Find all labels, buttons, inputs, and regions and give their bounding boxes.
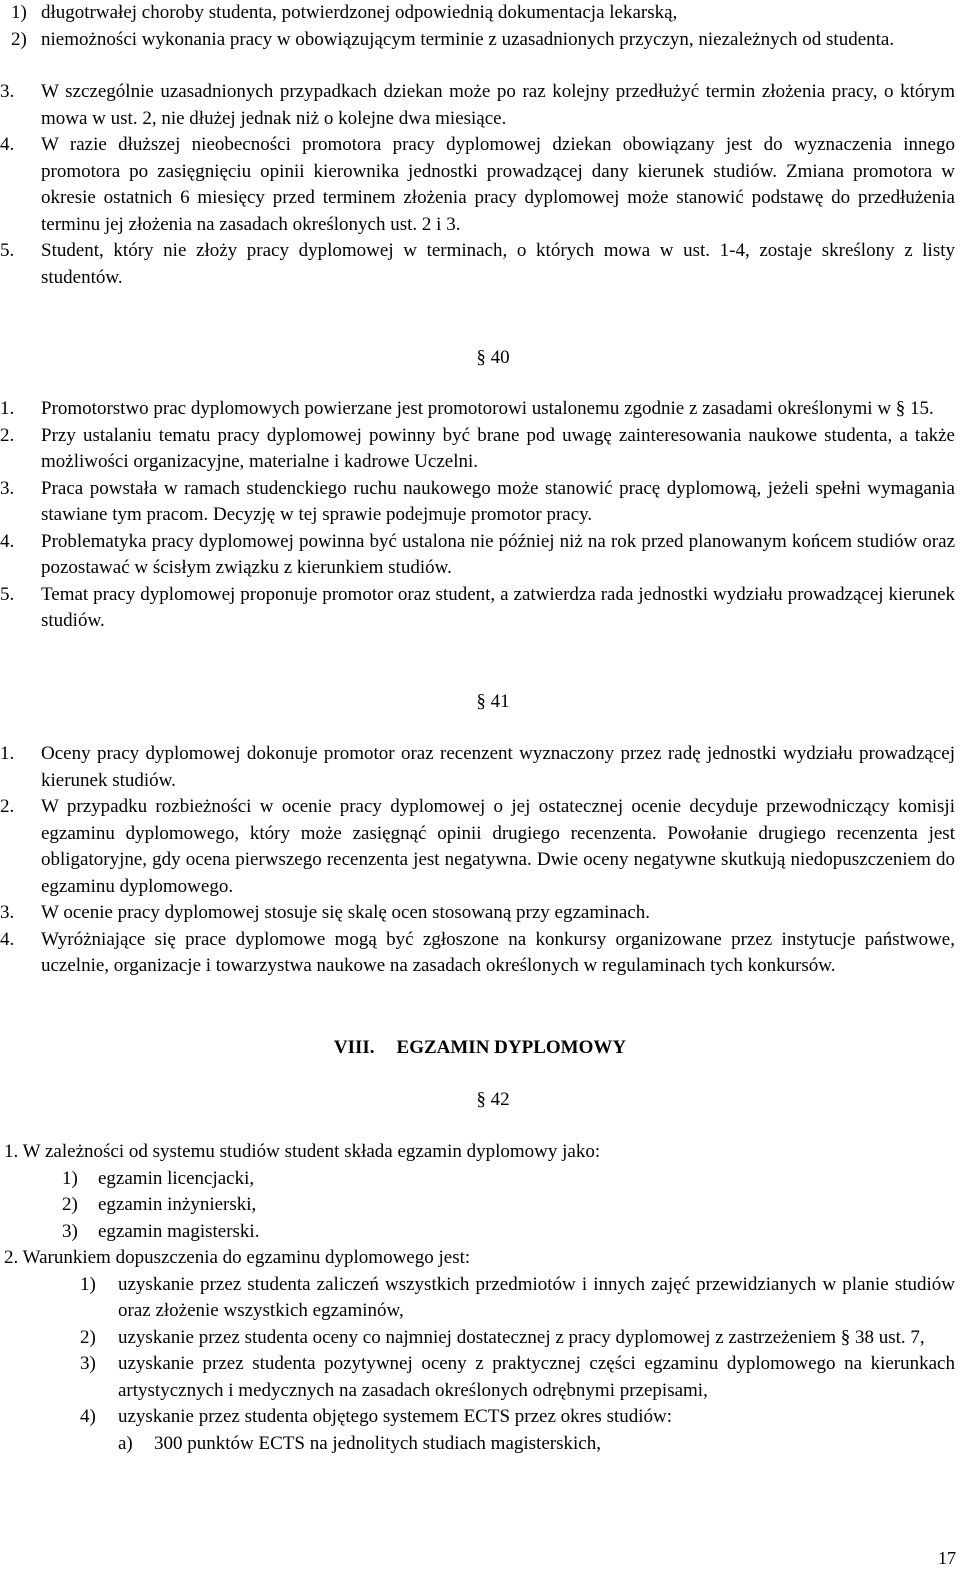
list-item — [0, 1325, 955, 1352]
list-item — [0, 396, 955, 423]
list-item — [0, 900, 955, 927]
page-number: 17 — [938, 1548, 956, 1568]
item-number: 2. — [0, 424, 15, 446]
item-text: Przy ustalaniu tematu pracy dyplomowej powinny być brane pod uwagę zainteresowania naukowe studenta, a także możliwości organizacyjne, materialne i kadrowe Uczelni. — [41, 424, 955, 472]
item-text: Oceny pracy dyplomowej dokonuje promotor oraz recenzent wyznaczony przez radę jednostki wydziału prowadzącej kierunek studiów. — [41, 743, 955, 791]
paragraph-lead: 1. W zależności od systemu studiów student składa egzamin dyplomowy jako: — [4, 1141, 601, 1162]
section-mark-42: § 42 — [476, 1089, 510, 1110]
list-item — [0, 238, 955, 291]
item-number: 4. — [0, 928, 15, 950]
item-text: Promotorstwo prac dyplomowych powierzane jest promotorowi ustalonemu zgodnie z zasadami określonymi w § 15. — [41, 398, 934, 419]
list-item — [0, 1219, 955, 1246]
sub-list-item — [0, 1431, 955, 1458]
list-item — [0, 0, 955, 27]
section-42 — [0, 1139, 955, 1457]
item-number: 2. — [0, 796, 15, 817]
list-item — [0, 476, 955, 529]
item-number: 1. — [0, 398, 15, 419]
item-text: uzyskanie przez studenta oceny co najmniej dostatecznej z pracy dyplomowej z zastrzeżeniem § 38 ust. 7, — [118, 1326, 925, 1348]
item-number: 4) — [80, 1406, 96, 1427]
item-text: 300 punktów ECTS na jednolitych studiach magisterskich, — [154, 1432, 601, 1454]
item-text: uzyskanie przez studenta pozytywnej oceny z praktycznej części egzaminu dyplomowego na kierunkach artystycznych i medycznych na zasadach określonych odrębnymi przepisami, — [118, 1353, 955, 1401]
item-text: W ocenie pracy dyplomowej stosuje się skalę ocen stosowaną przy egzaminach. — [41, 902, 651, 923]
item-text: Wyróżniające się prace dyplomowe mogą być zgłoszone na konkursy organizowane przez instytucje państwowe, uczelnie, organizacje i towarzystwa naukowe na zasadach określonych w regulaminach tych konkursów. — [41, 928, 955, 976]
item-text: W przypadku rozbieżności w ocenie pracy dyplomowej o jej ostatecznej ocenie decyduje przewodniczący komisji egzaminu dyplomowego, który może zasięgnąć opinii drugiego recenzenta. Powołanie drugiego recenzenta jest obligatoryjne, gdy ocena pierwszego recenzenta jest negatywna. Dwie oceny negatywne skutkują niedopuszczeniem do egzaminu dyplomowego. — [41, 796, 955, 897]
item-text: Praca powstała w ramach studenckiego ruchu naukowego może stanowić pracę dyplomową, jeżeli spełni wymagania stawiane tym pracom. Decyzję w tej sprawie podejmuje promotor pracy. — [41, 477, 955, 525]
section-41-list — [0, 741, 955, 980]
item-number: 4. — [0, 530, 15, 552]
list-item — [0, 582, 955, 635]
list-item — [0, 27, 955, 54]
list-item — [0, 132, 955, 238]
item-number: 2) — [62, 1194, 78, 1215]
chapter-number: VIII. — [333, 1037, 375, 1058]
item-text: Problematyka pracy dyplomowej powinna być ustalona nie później niż na rok przed planowanym końcem studiów oraz pozostawać w ścisłym związku z kierunkiem studiów. — [41, 530, 955, 578]
item-number: 5. — [0, 583, 15, 605]
item-text: uzyskanie przez studenta objętego systemem ECTS przez okres studiów: — [118, 1406, 673, 1427]
section-mark-41: § 41 — [476, 691, 510, 712]
item-number: 4. — [0, 134, 15, 155]
item-number: 2) — [11, 28, 27, 50]
list-item — [0, 79, 955, 132]
paragraph-lead: 2. Warunkiem dopuszczenia do egzaminu dyplomowego jest: — [4, 1247, 471, 1268]
item-text: egzamin licencjacki, — [98, 1167, 255, 1189]
item-number: 1) — [62, 1167, 78, 1189]
paragraph-list — [0, 79, 955, 291]
item-text: W szczególnie uzasadnionych przypadkach dziekan może po raz kolejny przedłużyć termin złożenia pracy, o którym mowa w ust. 2, nie dłużej jednak niż o kolejne dwa miesiące. — [41, 81, 955, 129]
item-number: 3. — [0, 902, 15, 923]
item-number: 1) — [80, 1273, 96, 1295]
item-number: 2) — [80, 1326, 96, 1348]
list-item — [0, 1166, 955, 1193]
list-item — [0, 741, 955, 794]
list-item — [0, 794, 955, 900]
item-text: Temat pracy dyplomowej proponuje promotor oraz student, a zatwierdza rada jednostki wydziału prowadzącej kierunek studiów. — [41, 583, 955, 631]
item-text: W razie dłuższej nieobecności promotora pracy dyplomowej dziekan obowiązany jest do wyznaczenia innego promotora po zasięgnięciu opinii kierownika jednostki prowadzącej dany kierunek studiów. Zmiana promotora w okresie ostatnich 6 miesięcy przed terminem złożenia pracy dyplomowej może stanowić podstawę do przedłużenia terminu jej złożenia na zasadach określonych ust. 2 i 3. — [41, 134, 955, 235]
item-number: 3) — [62, 1220, 78, 1242]
item-number: 1) — [11, 2, 27, 23]
list-item — [0, 1351, 955, 1404]
item-number: 3. — [0, 477, 15, 499]
item-text: egzamin magisterski. — [98, 1220, 260, 1242]
list-item — [0, 927, 955, 980]
item-number: 5. — [0, 240, 15, 261]
item-text: uzyskanie przez studenta zaliczeń wszystkich przedmiotów i innych zajęć przewidzianych w planie studiów oraz złożenie wszystkich egzaminów, — [118, 1273, 955, 1321]
chapter-heading — [0, 1035, 960, 1062]
item-number: 3) — [80, 1353, 96, 1374]
list-item — [0, 529, 955, 582]
list-item — [0, 1192, 955, 1219]
chapter-title: EGZAMIN DYPLOMOWY — [396, 1037, 627, 1058]
list-item — [0, 1404, 955, 1431]
item-text: długotrwałej choroby studenta, potwierdzonej odpowiednią dokumentacja lekarską, — [41, 2, 678, 23]
item-text: Student, który nie złoży pracy dyplomowej w terminach, o których mowa w ust. 1-4, zostaje skreślony z listy studentów. — [41, 240, 955, 288]
item-letter: a) — [118, 1432, 133, 1454]
list-item — [0, 423, 955, 476]
item-text: niemożności wykonania pracy w obowiązującym terminie z uzasadnionych przyczyn, niezależnych od studenta. — [41, 28, 895, 50]
item-number: 1. — [0, 743, 15, 764]
section-40-list — [0, 396, 955, 635]
item-text: egzamin inżynierski, — [98, 1194, 257, 1215]
section-mark-40: § 40 — [476, 347, 510, 368]
list-item — [0, 1272, 955, 1325]
item-number: 3. — [0, 81, 15, 102]
continuation-list — [0, 0, 955, 53]
